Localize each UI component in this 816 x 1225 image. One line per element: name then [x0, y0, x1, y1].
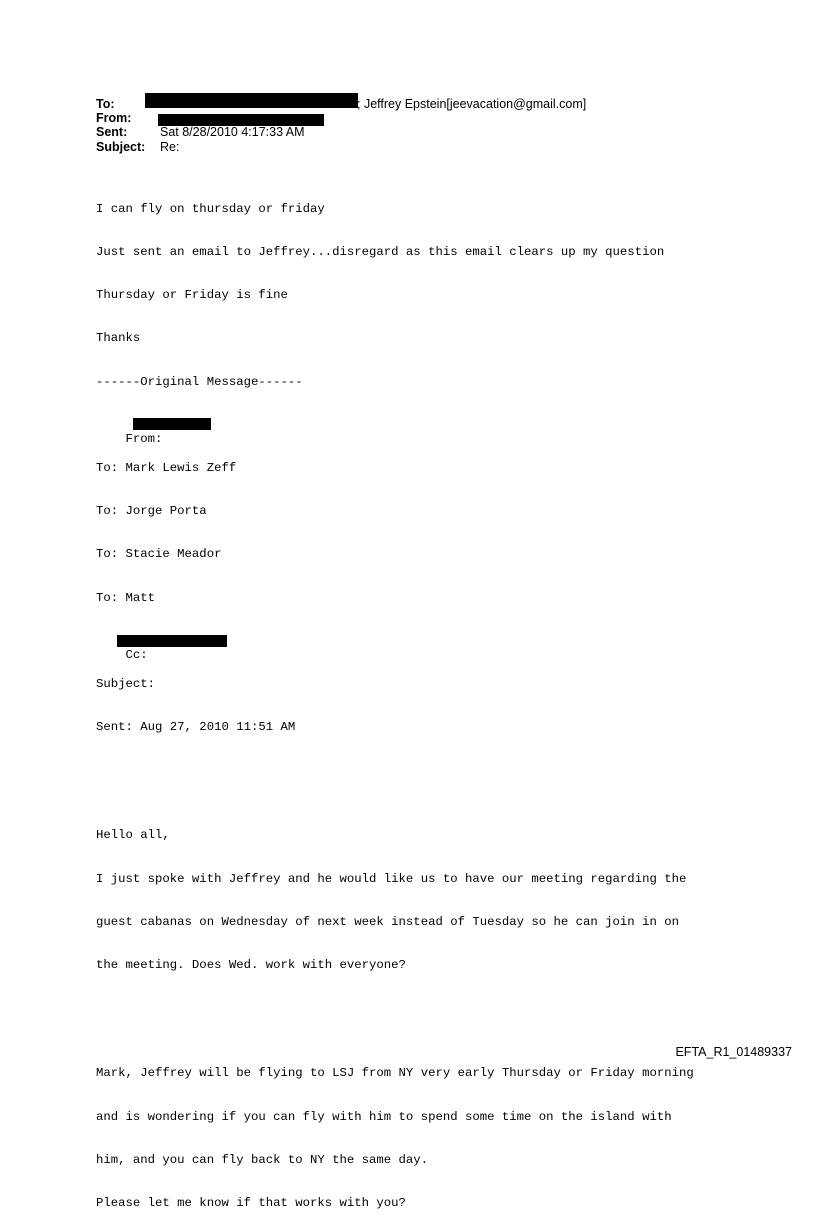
orig-cc-row: [96, 634, 694, 663]
original-message-separator: ------Original Message------: [96, 374, 303, 389]
orig-from-row: [96, 418, 694, 447]
orig-cc-label: Cc:: [125, 648, 148, 663]
paragraph1-line: I just spoke with Jeffrey and he would like us to have our meeting regarding the: [96, 871, 687, 886]
paragraph2-line: Please let me know if that works with you?: [96, 1195, 406, 1210]
email-body: [96, 173, 694, 1225]
paragraph1-line: guest cabanas on Wednesday of next week instead of Tuesday so he can join in on: [96, 914, 679, 929]
paragraph2-line: Mark, Jeffrey will be flying to LSJ from NY very early Thursday or Friday morning: [96, 1066, 694, 1081]
orig-from-redaction: [133, 418, 211, 430]
sent-value: Sat 8/28/2010 4:17:33 AM: [160, 125, 305, 140]
to-redaction: [145, 93, 358, 108]
paragraph1-line: the meeting. Does Wed. work with everyone?: [96, 958, 406, 973]
orig-subject: Subject:: [96, 677, 156, 692]
from-redaction: [158, 114, 324, 126]
reply-line: I can fly on thursday or friday: [96, 201, 325, 216]
sent-label: Sent:: [96, 125, 128, 140]
reply-line: Thursday or Friday is fine: [96, 288, 288, 303]
orig-to-line: To: Mark Lewis Zeff: [96, 461, 237, 476]
document-id: EFTA_R1_01489337: [675, 1045, 792, 1059]
orig-to-line: To: Stacie Meador: [96, 547, 222, 562]
subject-value: Re:: [160, 139, 180, 154]
orig-sent: Sent: Aug 27, 2010 11:51 AM: [96, 720, 296, 735]
subject-label: Subject:: [96, 139, 146, 154]
reply-line: Just sent an email to Jeffrey...disregard as this email clears up my question: [96, 245, 665, 260]
orig-to-line: To: Jorge Porta: [96, 504, 207, 519]
to-label: To:: [96, 97, 115, 111]
to-value: ; Jeffrey Epstein[jeevacation@gmail.com]: [357, 97, 587, 111]
orig-cc-redaction: [117, 635, 227, 647]
from-label: From:: [96, 111, 132, 126]
paragraph2-line: and is wondering if you can fly with him to spend some time on the island with: [96, 1109, 672, 1124]
orig-from-label: From:: [125, 432, 163, 447]
orig-to-line: To: Matt: [96, 590, 156, 605]
paragraph2-line: him, and you can fly back to NY the same day.: [96, 1152, 429, 1167]
paragraph1-line: Hello all,: [96, 828, 170, 843]
reply-line: Thanks: [96, 331, 141, 346]
